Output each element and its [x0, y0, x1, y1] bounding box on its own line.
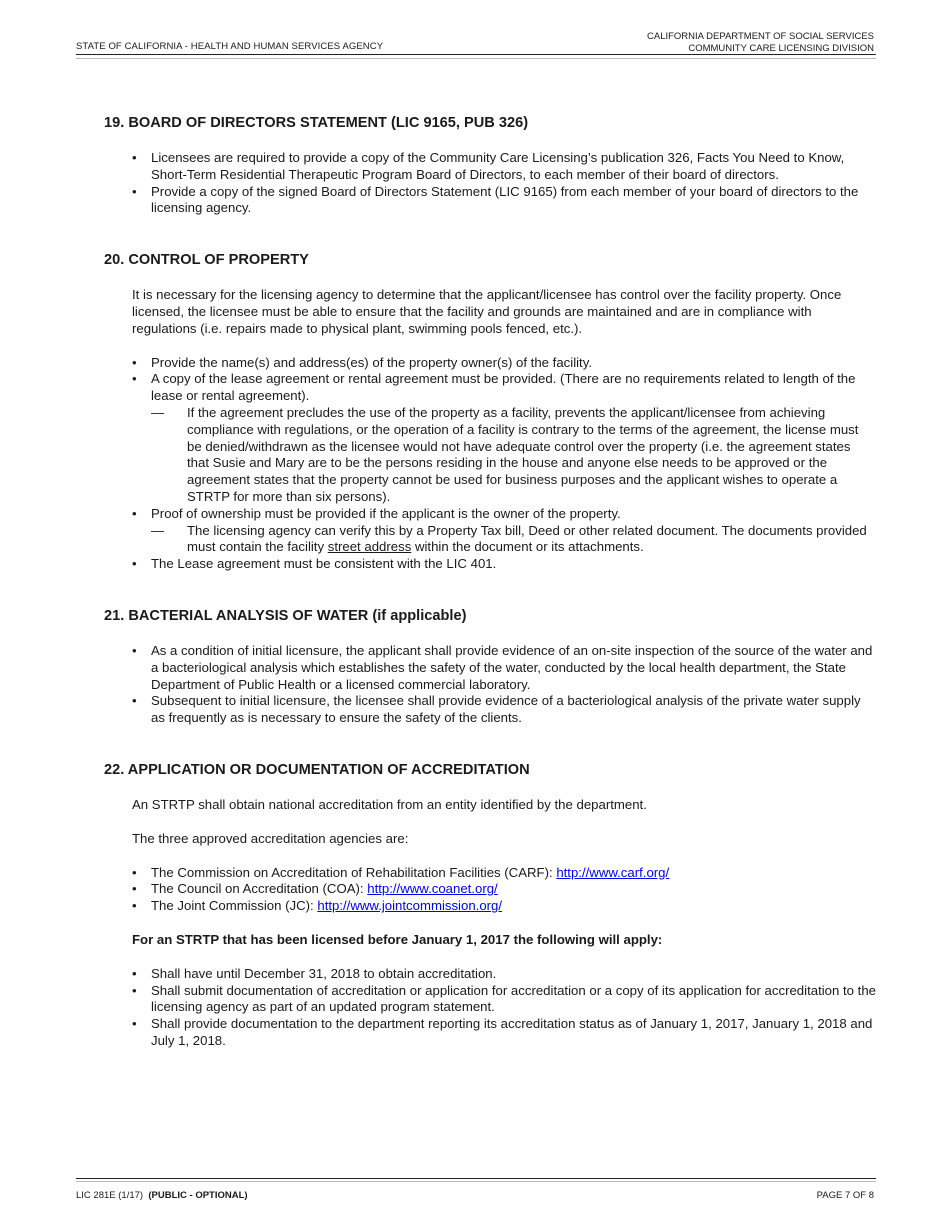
coa-link[interactable]: http://www.coanet.org/: [367, 881, 498, 897]
section-22-para2: The three approved accreditation agencies are:: [132, 830, 409, 846]
agency-name: The Joint Commission (JC):: [151, 898, 318, 914]
list-item: • As a condition of initial licensure, the applicant shall provide evidence of an on-site inspection of the source of the water and a bacteriological analysis which establishes the safety of the water, conducted by the local health department, the State Department of Public Health or a licensed commercial laboratory.: [132, 643, 876, 693]
section-22-bold-note: For an STRTP that has been licensed before January 1, 2017 the following will apply:: [132, 931, 663, 947]
sub-item: — If the agreement precludes the use of the property as a facility, prevents the applicant/licensee from achieving compliance with regulations, or the operation of a facility is contrary to the terms of the agreement, the license must be denied/withdrawn as the licensee would not have adequate control over the property (i.e. the agreement states that Susie and Mary are to be the persons residing in the house and anyone else needs to be approved or the agreement states that the property cannot be used for business purposes and the applicant wishes to operate a STRTP for more than six persons).: [132, 405, 876, 506]
header-rule: [76, 54, 876, 55]
list-item-text: Proof of ownership must be provided if the applicant is the owner of the property.: [151, 505, 621, 521]
jc-link[interactable]: http://www.jointcommission.org/: [317, 898, 503, 914]
section-22-title: 22. APPLICATION OR DOCUMENTATION OF ACCREDITATION: [104, 761, 530, 778]
list-item: • Provide a copy of the signed Board of Directors Statement (LIC 9165) from each member of your board of directors to the licensing agency.: [132, 184, 876, 218]
footer-rule-light: [76, 1181, 876, 1182]
sub-item-text: The licensing agency can verify this by a Property Tax bill, Deed or other related document. The documents provided must contain the facility: [187, 522, 867, 555]
section-21: [104, 607, 876, 727]
list-item: • Shall provide documentation to the department reporting its accreditation status as of January 1, 2017, January 1, 2018 and July 1, 2018.: [132, 1016, 876, 1050]
section-20: [104, 251, 876, 573]
accreditation-agencies-list: [104, 865, 876, 915]
footer-rule: [76, 1178, 876, 1179]
section-20-list: [104, 355, 876, 573]
list-item: • Subsequent to initial licensure, the licensee shall provide evidence of a bacteriological analysis of the private water supply as frequently as is necessary to ensure the safety of the clients.: [132, 693, 876, 727]
agency-name: The Commission on Accreditation of Rehabilitation Facilities (CARF):: [151, 864, 557, 880]
header-department-line1: CALIFORNIA DEPARTMENT OF SOCIAL SERVICES: [647, 31, 874, 42]
list-item: [132, 898, 876, 915]
list-item: • Provide the name(s) and address(es) of the property owner(s) of the facility.: [132, 355, 876, 372]
sub-item: [132, 523, 876, 557]
list-item: • Shall have until December 31, 2018 to obtain accreditation.: [132, 966, 876, 983]
section-22: [104, 761, 876, 1050]
section-21-title: 21. BACTERIAL ANALYSIS OF WATER (if applicable): [104, 607, 467, 624]
header-department: [647, 31, 874, 55]
street-address-underlined: street address: [327, 539, 412, 555]
list-item: • Licensees are required to provide a copy of the Community Care Licensing’s publication 326, Facts You Need to Know, Short-Term Residential Therapeutic Program Board of Directors, to each member of their board of directors.: [132, 150, 876, 184]
section-22-conditions-list: [104, 966, 876, 1050]
list-item: [132, 506, 876, 556]
document-body: [104, 114, 876, 1084]
agency-name: The Council on Accreditation (COA):: [151, 881, 368, 897]
sub-item-text: within the document or its attachments.: [411, 539, 644, 555]
section-20-title: 20. CONTROL OF PROPERTY: [104, 252, 309, 269]
footer-form-number: LIC 281E (1/17): [76, 1190, 144, 1201]
list-item: • The Lease agreement must be consistent with the LIC 401.: [132, 556, 876, 573]
header-rule-light: [76, 58, 876, 59]
list-item: [132, 881, 876, 898]
header-agency: STATE OF CALIFORNIA - HEALTH AND HUMAN SERVICES AGENCY: [76, 41, 384, 52]
section-19-list: [104, 150, 876, 217]
list-item: [132, 865, 876, 882]
section-19-title: 19. BOARD OF DIRECTORS STATEMENT (LIC 9165, PUB 326): [104, 115, 529, 131]
list-item: • Shall submit documentation of accreditation or application for accreditation or a copy of its application for accreditation to the licensing agency as part of an updated program statement.: [132, 983, 876, 1017]
section-19: [104, 114, 876, 217]
list-item: [132, 371, 876, 505]
list-item-text: A copy of the lease agreement or rental agreement must be provided. (There are no requirements related to length of the lease or rental agreement).: [151, 371, 856, 404]
carf-link[interactable]: http://www.carf.org/: [556, 864, 670, 880]
footer-public-optional: (PUBLIC - OPTIONAL): [148, 1190, 248, 1201]
header-department-line2: COMMUNITY CARE LICENSING DIVISION: [688, 43, 874, 54]
section-21-list: [104, 643, 876, 727]
section-20-intro: It is necessary for the licensing agency to determine that the applicant/licensee has control over the facility property. Once licensed, the licensee must be able to ensure that the facility and grounds are maintained and are in compliance with regulations (i.e. repairs made to physical plant, swimming pools fenced, etc.).: [132, 287, 842, 336]
section-22-para1: An STRTP shall obtain national accreditation from an entity identified by the department.: [132, 796, 647, 812]
footer-form-id: [76, 1190, 248, 1201]
footer-page-number: PAGE 7 OF 8: [816, 1190, 874, 1201]
